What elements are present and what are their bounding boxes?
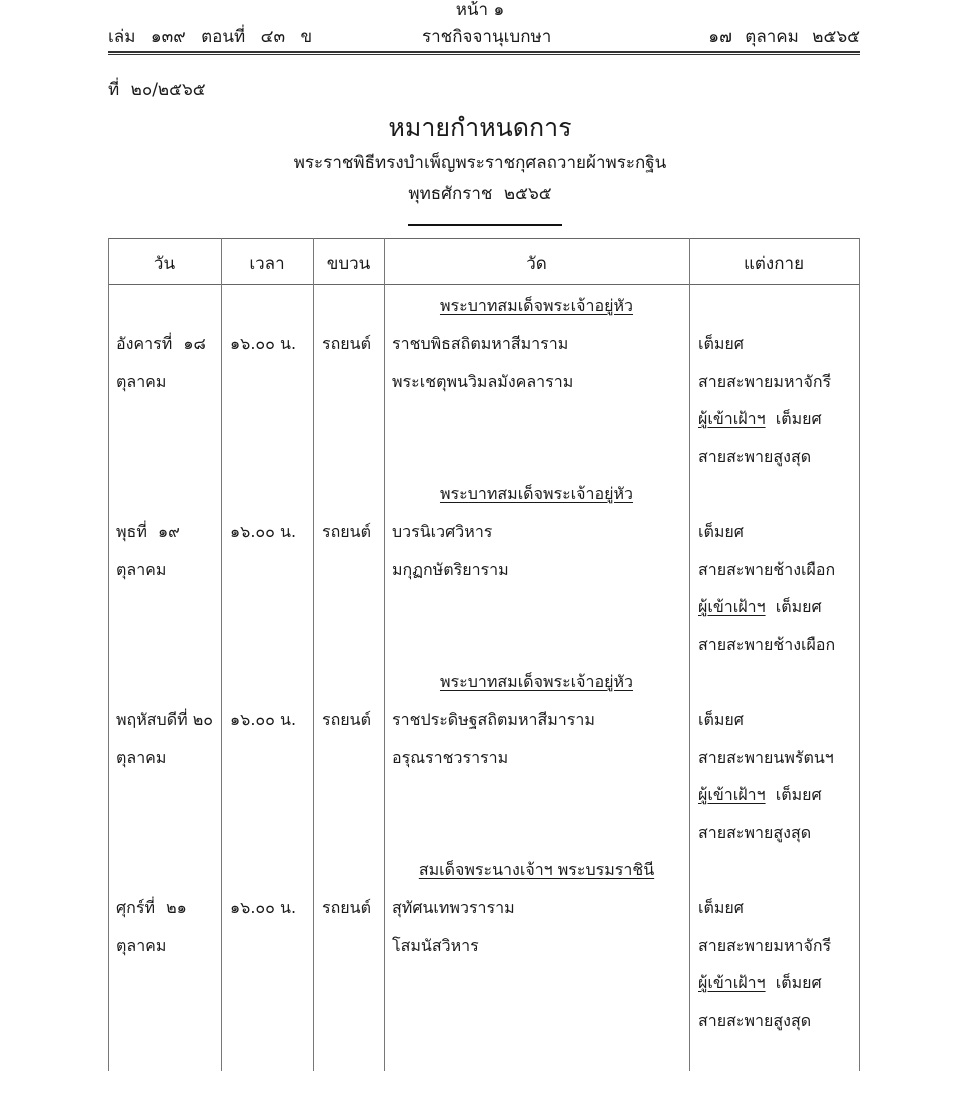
temple-name: อรุณราชวราราม — [392, 748, 509, 767]
temple-name: สุทัศนเทพวราราม — [392, 898, 515, 917]
temple-name: ราชประดิษฐสถิตมหาสีมาราม — [392, 710, 595, 729]
title-divider — [408, 224, 562, 226]
column-divider — [313, 238, 314, 1071]
royal-title: สมเด็จพระนางเจ้าฯ พระบรมราชินี — [418, 860, 655, 879]
attendant-label: ผู้เข้าเฝ้าฯ — [698, 973, 766, 992]
time-cell: ๑๖.๐๐ น. — [230, 898, 297, 917]
attire-line: สายสะพายนพรัตนฯ — [698, 748, 834, 767]
month-cell: ตุลาคม — [116, 560, 167, 579]
temple-name: บวรนิเวศวิหาร — [392, 522, 493, 541]
publication-date: ๑๗ ตุลาคม ๒๕๖๕ — [708, 27, 860, 47]
attire-line: สายสะพายสูงสุด — [698, 1011, 812, 1030]
procession-cell: รถยนต์ — [322, 898, 371, 917]
attendant-attire — [698, 407, 822, 431]
attendant-label: ผู้เข้าเฝ้าฯ — [698, 597, 766, 616]
time-cell: ๑๖.๐๐ น. — [230, 522, 297, 541]
table-border-left — [108, 238, 109, 1071]
attire-line: สายสะพายสูงสุด — [698, 823, 812, 842]
attendant-label: ผู้เข้าเฝ้าฯ — [698, 785, 766, 804]
attendant-attire-value: เต็มยศ — [775, 597, 822, 616]
column-header-attire: แต่งกาย — [743, 254, 805, 274]
header-divider — [108, 51, 860, 55]
time-cell: ๑๖.๐๐ น. — [230, 710, 297, 729]
column-divider — [689, 238, 690, 1071]
royal-title: พระบาทสมเด็จพระเจ้าอยู่หัว — [439, 296, 634, 315]
attendant-label: ผู้เข้าเฝ้าฯ — [698, 409, 766, 428]
attire-line: เต็มยศ — [698, 522, 744, 541]
attire-line: สายสะพายสูงสุด — [698, 447, 812, 466]
day-cell: พฤหัสบดีที่ ๒๐ — [116, 710, 214, 729]
column-divider — [384, 238, 385, 1071]
attire-line: เต็มยศ — [698, 898, 744, 917]
attendant-attire — [698, 783, 822, 807]
procession-cell: รถยนต์ — [322, 522, 371, 541]
attendant-attire-value: เต็มยศ — [775, 409, 822, 428]
attendant-attire-value: เต็มยศ — [775, 973, 822, 992]
attire-line: เต็มยศ — [698, 334, 744, 353]
document-year: พุทธศักราช ๒๕๖๕ — [408, 184, 552, 204]
attire-line: สายสะพายช้างเผือก — [698, 560, 836, 579]
day-cell: พุธที่ ๑๙ — [116, 522, 180, 541]
document-subtitle: พระราชพิธีทรงบำเพ็ญพระราชกุศลถวายผ้าพระกฐิน — [293, 153, 667, 173]
day-cell: ศุกร์ที่ ๒๑ — [116, 898, 187, 917]
temple-name: โสมนัสวิหาร — [392, 936, 479, 955]
temple-name: พระเชตุพนวิมลมังคลาราม — [392, 372, 574, 391]
month-cell: ตุลาคม — [116, 936, 167, 955]
column-header-time: เวลา — [249, 254, 285, 274]
schedule-table — [108, 238, 860, 1071]
procession-cell: รถยนต์ — [322, 710, 371, 729]
column-header-procession: ขบวน — [326, 254, 371, 274]
day-cell: อังคารที่ ๑๘ — [116, 334, 206, 353]
month-cell: ตุลาคม — [116, 748, 167, 767]
gazette-header — [108, 24, 860, 50]
attire-line: สายสะพายมหาจักรี — [698, 936, 832, 955]
document-title: หมายกำหนดการ — [388, 113, 572, 142]
table-border-right — [859, 238, 860, 1071]
attire-line: สายสะพายมหาจักรี — [698, 372, 832, 391]
column-header-day: วัน — [153, 254, 176, 274]
month-cell: ตุลาคม — [116, 372, 167, 391]
royal-title: พระบาทสมเด็จพระเจ้าอยู่หัว — [439, 672, 634, 691]
column-divider — [221, 238, 222, 1071]
document-number: ที่ ๒๐/๒๕๖๕ — [108, 80, 206, 100]
publication-name: ราชกิจจานุเบกษา — [422, 27, 552, 47]
page-number: หน้า ๑ — [455, 0, 505, 20]
royal-title: พระบาทสมเด็จพระเจ้าอยู่หัว — [439, 484, 634, 503]
temple-name: มกุฏกษัตริยาราม — [392, 560, 509, 579]
attire-line: เต็มยศ — [698, 710, 744, 729]
attendant-attire-value: เต็มยศ — [775, 785, 822, 804]
volume-issue: เล่ม ๑๓๙ ตอนที่ ๔๓ ข — [108, 27, 313, 47]
attendant-attire — [698, 595, 822, 619]
attire-line: สายสะพายช้างเผือก — [698, 635, 836, 654]
procession-cell: รถยนต์ — [322, 334, 371, 353]
temple-name: ราชบพิธสถิตมหาสีมาราม — [392, 334, 569, 353]
attendant-attire — [698, 971, 822, 995]
column-header-temple: วัด — [526, 254, 547, 274]
time-cell: ๑๖.๐๐ น. — [230, 334, 297, 353]
